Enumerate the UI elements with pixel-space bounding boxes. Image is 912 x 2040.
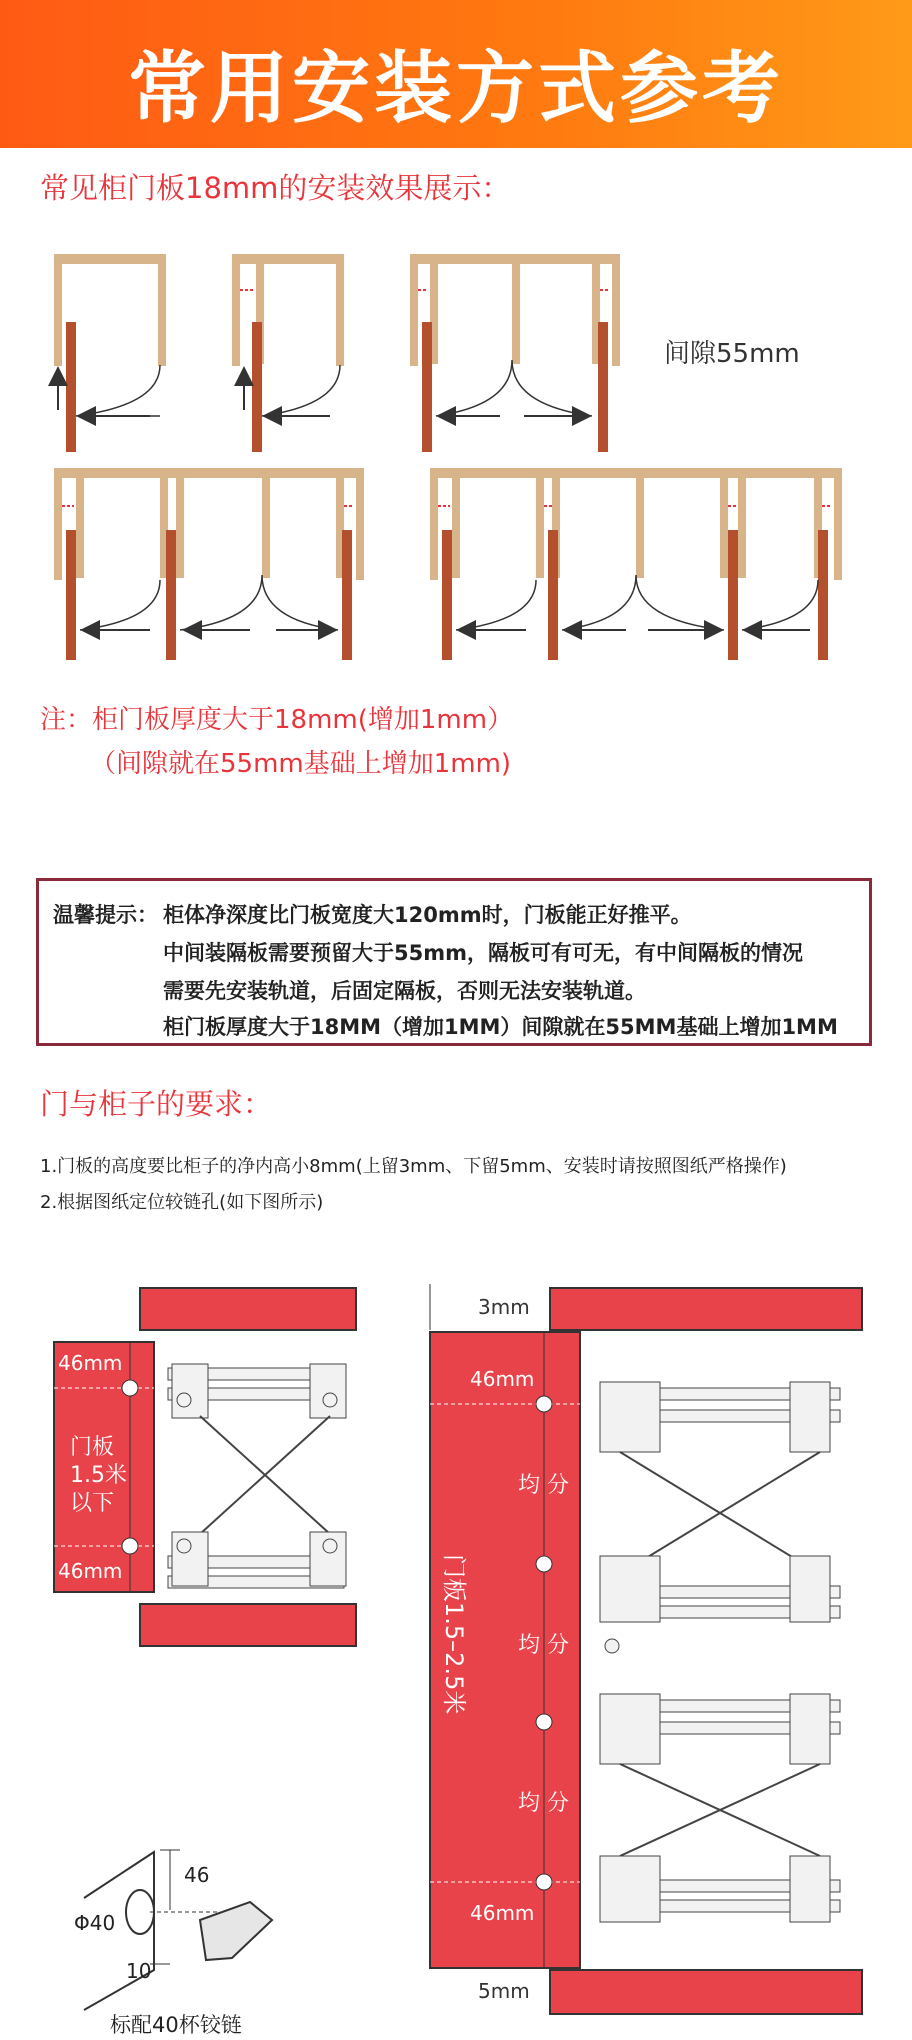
left-door-label-1: 门板 bbox=[70, 1435, 115, 1460]
banner bbox=[0, 0, 912, 148]
hinge-mechanism-right bbox=[600, 1382, 840, 1922]
tips-line-3: 需要先安装轨道，后固定隔板，否则无法安装轨道。 bbox=[163, 979, 646, 1003]
cabinet-2 bbox=[232, 254, 344, 452]
cabinet-top-panel bbox=[550, 1288, 862, 1330]
cabinet-diagrams bbox=[0, 230, 912, 710]
requirements-heading: 门与柜子的要求： bbox=[40, 1087, 273, 1121]
hinge-dim-10: 10 bbox=[126, 1959, 152, 1983]
right-bottom-gap: 5mm bbox=[478, 1979, 530, 2003]
hinge-mechanism-left bbox=[168, 1364, 346, 1588]
right-top-gap: 3mm bbox=[478, 1295, 530, 1319]
right-top-dim: 46mm bbox=[470, 1367, 535, 1391]
left-door-label-3: 以下 bbox=[70, 1491, 115, 1516]
hinge-hole bbox=[536, 1396, 552, 1412]
cabinet-4 bbox=[54, 468, 364, 660]
equal-split-2: 均 分 bbox=[518, 1633, 569, 1658]
right-bottom-dim: 46mm bbox=[470, 1901, 535, 1925]
gap-label: 间隙55mm bbox=[664, 339, 800, 369]
hinge-dim-phi40: Φ40 bbox=[74, 1911, 116, 1935]
tips-line-4: 柜门板厚度大于18MM（增加1MM）间隙就在55MM基础上增加1MM bbox=[163, 1015, 838, 1039]
requirement-item-2: 2.根据图纸定位较链孔(如下图所示) bbox=[40, 1192, 324, 1213]
note-line-1: 注：柜门板厚度大于18mm(增加1mm） bbox=[40, 705, 514, 735]
right-door-label: 门板1.5–2.5米 bbox=[440, 1554, 468, 1715]
hinge-caption: 标配40杯铰链 bbox=[110, 2013, 242, 2037]
hinge-hole bbox=[536, 1556, 552, 1572]
section1-heading: 常见柜门板18mm的安装效果展示： bbox=[40, 171, 511, 205]
cabinet-top-panel bbox=[140, 1288, 356, 1330]
note bbox=[40, 698, 513, 786]
requirement-item-1: 1.门板的高度要比柜子的净内高小8mm(上留3mm、下留5mm、安装时请按照图纸严格操作) bbox=[40, 1156, 787, 1177]
banner-title: 常用安装方式参考 bbox=[127, 44, 784, 134]
equal-split-3: 均 分 bbox=[518, 1791, 569, 1816]
hinge-hole bbox=[122, 1538, 138, 1554]
cabinet-3 bbox=[410, 254, 620, 452]
note-line-2: （间隙就在55mm基础上增加1mm) bbox=[90, 749, 512, 779]
left-bottom-dim: 46mm bbox=[58, 1559, 123, 1583]
tips-line-1: 柜体净深度比门板宽度大120mm时，门板能正好推平。 bbox=[163, 903, 692, 927]
hinge-dim-46: 46 bbox=[184, 1863, 210, 1887]
hinge-hole bbox=[536, 1874, 552, 1890]
installation-diagrams bbox=[0, 1270, 912, 2040]
cabinet-1 bbox=[54, 254, 166, 452]
hinge-hole bbox=[536, 1714, 552, 1730]
diagram-left bbox=[54, 1288, 356, 1646]
cabinet-bottom-panel bbox=[550, 1970, 862, 2014]
equal-split-1: 均 分 bbox=[518, 1473, 569, 1498]
tips-box bbox=[36, 878, 872, 1046]
left-top-dim: 46mm bbox=[58, 1351, 123, 1375]
diagram-right bbox=[430, 1284, 862, 2014]
tips-label: 温馨提示： bbox=[53, 903, 158, 927]
cabinet-5 bbox=[430, 468, 842, 660]
hinge-hole bbox=[122, 1380, 138, 1396]
left-door-label-2: 1.5米 bbox=[70, 1463, 127, 1488]
tips-line-2: 中间装隔板需要预留大于55mm，隔板可有可无，有中间隔板的情况 bbox=[163, 941, 803, 965]
cabinet-bottom-panel bbox=[140, 1604, 356, 1646]
